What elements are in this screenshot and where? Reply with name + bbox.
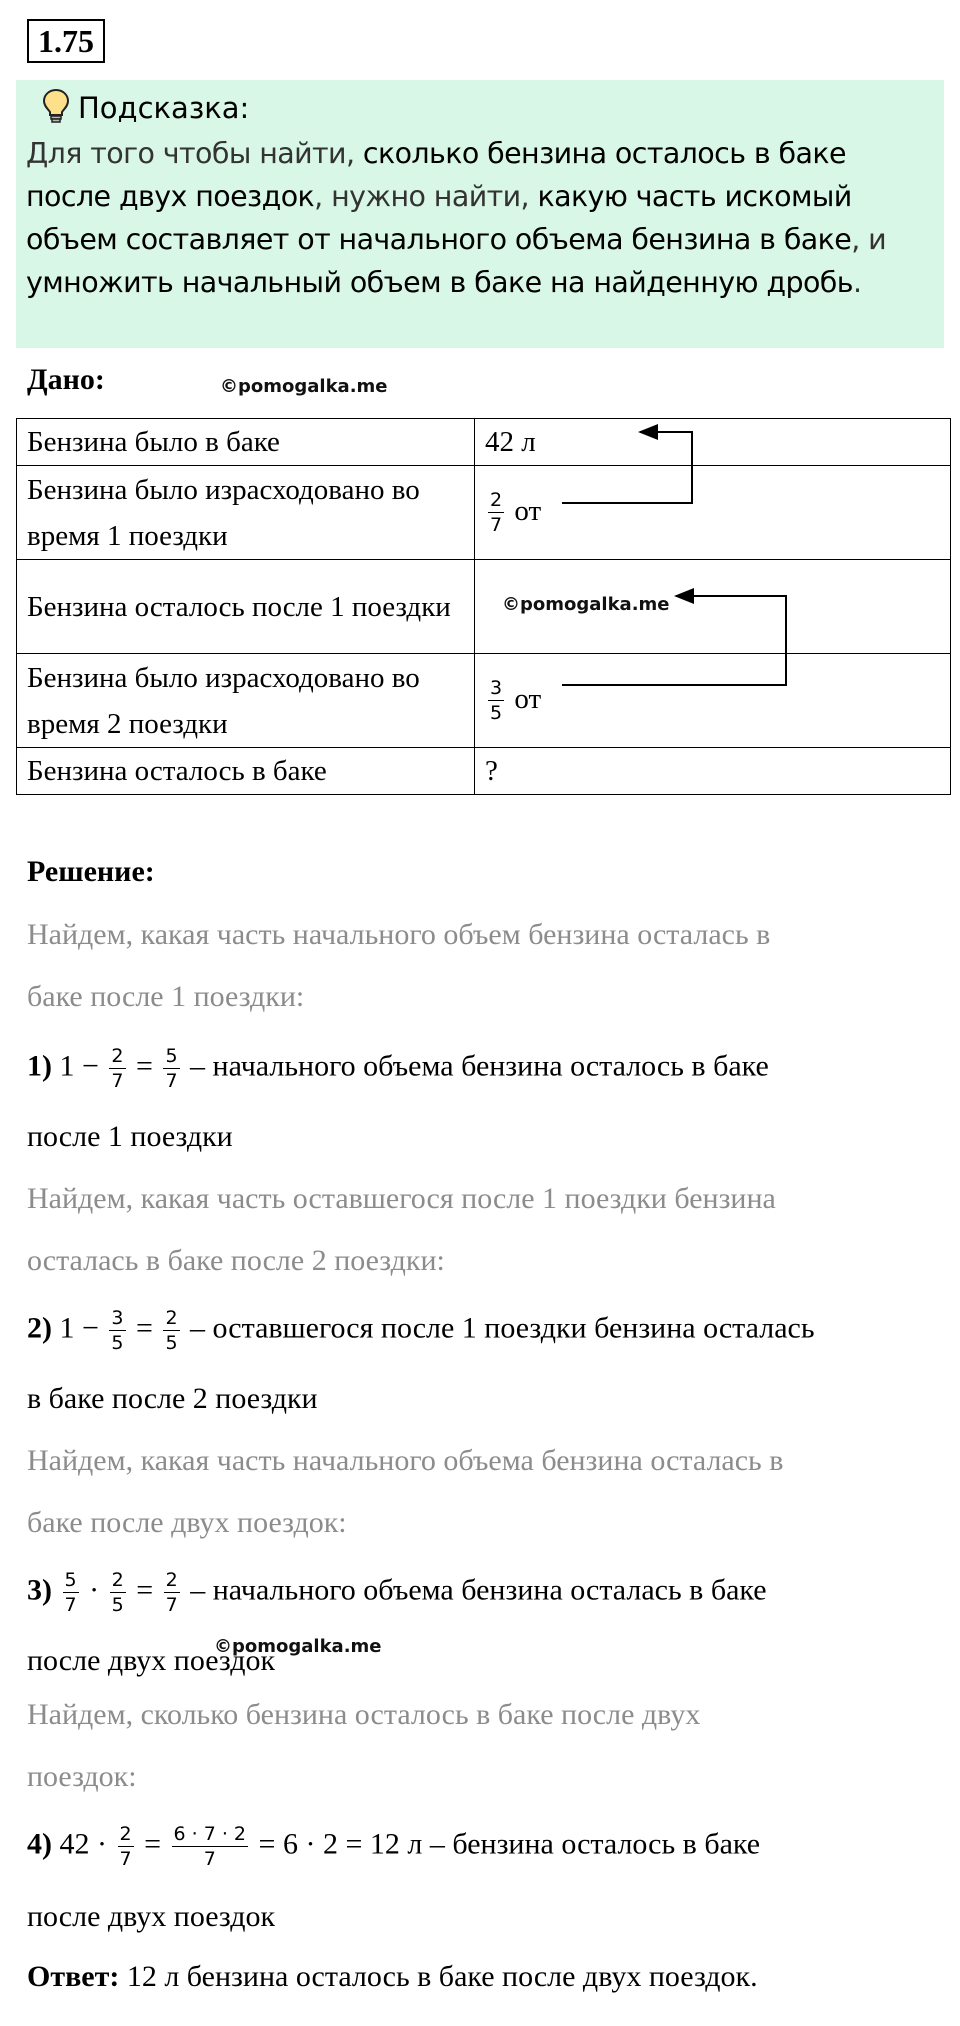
step4-intro-cont: поездок:	[27, 1760, 137, 1793]
row-value: $\frac{3}{5}$ от	[475, 654, 951, 748]
step2-intro-cont: осталась в баке после 2 поездки:	[27, 1244, 445, 1277]
answer	[27, 1960, 758, 1994]
fraction: $\frac{3}{5}$	[490, 677, 503, 725]
solution-label: Решение:	[27, 855, 155, 888]
problem-number: 1.75	[27, 19, 105, 63]
row-value: ?	[475, 748, 951, 795]
step3-formula: 3) $\frac{5}{7}$ · $\frac{2}{5}$ = $\frac{2}{7}$ – начального объема бензина осталась в баке	[27, 1569, 767, 1616]
row-value: 42 л	[475, 419, 951, 466]
row-label: Бензина было израсходовано во время 1 поездки	[17, 466, 475, 560]
step2-intro: Найдем, какая часть оставшегося после 1 поездки бензина	[27, 1182, 776, 1215]
hint-text: Для того чтобы найти, сколько бензина осталось в баке после двух поездок, нужно найти, какую часть искомый объем составляет от начального объема бензина в баке, и умножить начальный объем в баке на найденную дробь.	[26, 137, 887, 299]
row-label: Бензина было израсходовано во время 2 поездки	[17, 654, 475, 748]
step2-formula: 2) 1 − $\frac{3}{5}$ = $\frac{2}{5}$ – оставшегося после 1 поездки бензина осталась	[27, 1307, 815, 1354]
watermark: ©pomogalka.me	[214, 1636, 382, 1657]
step3-cont: после двух поездок	[27, 1644, 276, 1677]
given-label: Дано:	[27, 363, 105, 396]
step1-intro: Найдем, какая часть начального объем бензина осталась в	[27, 918, 771, 951]
row-label: Бензина осталось после 1 поездки	[17, 560, 475, 654]
row-label: Бензина было в баке	[17, 419, 475, 466]
fraction: $\frac{2}{7}$	[490, 489, 503, 537]
step4-formula: 4) 42 · $\frac{2}{7}$ = $\frac{6 \cdot 7 \cdot 2}{7}$ = 6 · 2 = 12 л – бензина осталось в баке	[27, 1823, 761, 1870]
hint-title-text: Подсказка:	[78, 91, 250, 125]
step3-intro-cont: баке после двух поездок:	[27, 1506, 347, 1539]
step4-intro: Найдем, сколько бензина осталось в баке после двух	[27, 1698, 701, 1731]
watermark: ©pomogalka.me	[502, 594, 670, 615]
arrow-1	[562, 432, 692, 503]
reference-arrows	[0, 0, 960, 760]
watermark: ©pomogalka.me	[220, 376, 388, 397]
step3-intro: Найдем, какая часть начального объема бензина осталась в	[27, 1444, 784, 1477]
arrow-2	[562, 596, 786, 685]
step2-cont: в баке после 2 поездки	[27, 1382, 318, 1415]
step1-intro-cont: баке после 1 поездки:	[27, 980, 305, 1013]
answer-text: 12 л бензина осталось в баке после двух поездок.	[126, 1960, 758, 1993]
step4-cont: после двух поездок	[27, 1900, 276, 1933]
step1-cont: после 1 поездки	[27, 1120, 233, 1153]
step1-formula: 1) 1 − $\frac{2}{7}$ = $\frac{5}{7}$ – начального объема бензина осталось в баке	[27, 1045, 769, 1092]
answer-label: Ответ:	[27, 1960, 120, 1993]
row-value: $\frac{2}{7}$ от	[475, 466, 951, 560]
row-label: Бензина осталось в баке	[17, 748, 475, 795]
